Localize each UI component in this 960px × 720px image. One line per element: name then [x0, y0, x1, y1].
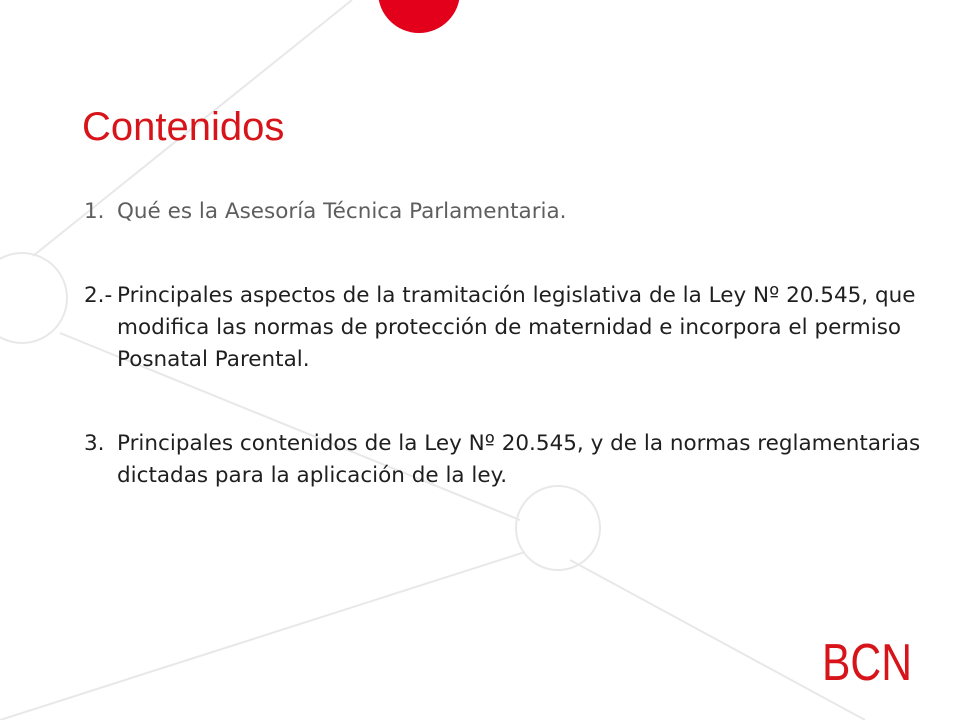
list-item	[84, 196, 924, 228]
decoration-red-dot	[378, 0, 460, 33]
list-item-text: Qué es la Asesoría Técnica Parlamentaria.	[117, 199, 567, 224]
list-item-text: Principales contenidos de la Ley Nº 20.545, y de la normas reglamentarias dictadas para la aplicación de la ley.	[117, 431, 921, 488]
bcn-logo	[821, 631, 912, 693]
list-item	[84, 428, 924, 492]
list-item	[84, 280, 924, 376]
decoration-ring	[516, 486, 600, 570]
list-item-text: Principales aspectos de la tramitación legislativa de la Ley Nº 20.545, que modifica las normas de protección de maternidad e incorpora el permiso Posnatal Parental.	[117, 283, 916, 372]
bcn-logo-text: BCN	[821, 634, 912, 693]
list-item-number: 1.	[84, 199, 105, 224]
decoration-line	[570, 560, 865, 720]
decoration-line	[0, 552, 525, 720]
list-item-number: 3.	[84, 431, 105, 456]
list-item-number: 2.-	[84, 283, 113, 308]
slide-title: Contenidos	[82, 105, 285, 149]
contents-list	[84, 196, 924, 492]
decoration-ring	[0, 253, 67, 343]
